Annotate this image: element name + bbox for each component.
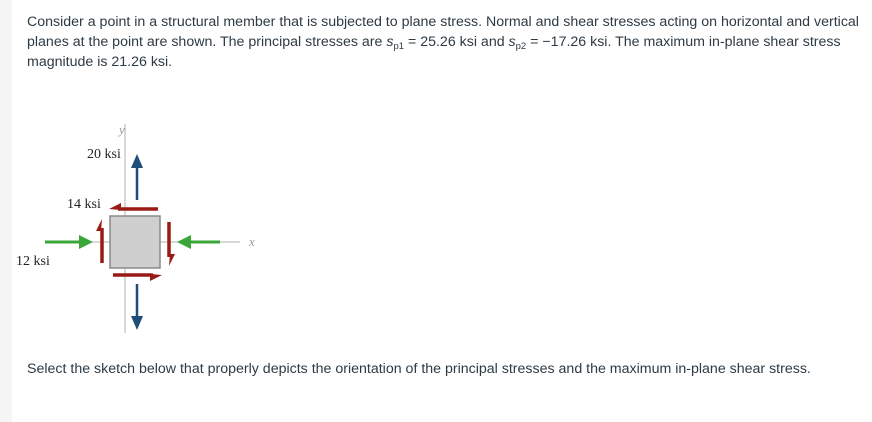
question-prompt: Select the sketch below that properly depicts the orientation of the principal stresses and the maximum in-plane shear stress. [27,361,811,377]
stress-element-square [110,216,160,268]
vertical-stress-arrow-top [131,154,143,200]
shear-stress-label: 14 ksi [67,197,101,212]
sp2-subscript: p2 [515,41,527,52]
shear-arrow-right [169,222,175,266]
y-axis-label: y [119,122,125,137]
shear-arrow-bottom [113,274,162,281]
stress-element-figure [15,118,265,348]
sp1-subscript: p1 [393,41,405,52]
horizontal-stress-arrow-right [177,235,220,249]
horizontal-stress-label: 12 ksi [16,254,50,269]
x-axis-label: x [249,234,255,249]
sp1-value-text: = 25.26 ksi and [404,34,509,50]
shear-arrow-left [96,219,102,263]
page-left-border [0,0,12,422]
vertical-stress-arrow-bottom [131,284,143,330]
question-intro [27,12,862,72]
horizontal-stress-arrow-left [45,235,93,249]
sp1-symbol: s [386,34,394,50]
intro-text-part1: Consider a point in a structural member that is subjected to plane stress. Normal and shear stresses acting on horizontal and vertical planes at the point are shown. The principal stresses are [27,14,859,50]
sp2-symbol: s [508,34,516,50]
sp2-value-text: = −17.26 ksi. The maximum in-plane shear stress magnitude is 21.26 ksi. [27,34,841,70]
shear-arrow-top [109,203,158,210]
vertical-stress-label: 20 ksi [87,147,121,162]
